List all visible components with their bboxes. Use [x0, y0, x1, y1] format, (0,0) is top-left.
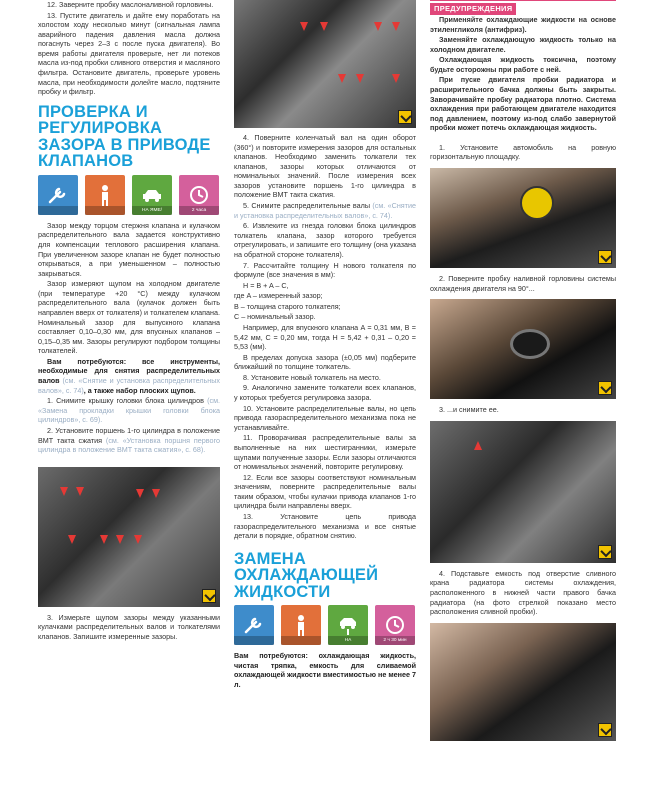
example: Например, для впускного клапана A = 0,31 мм, B = 5,42 мм, C = 0,20 мм, тогда H = 5,42 + 0,31 – 0,20 = 5,53 (мм). [234, 322, 416, 352]
column-1 [38, 0, 220, 642]
step-11: 11. Проворачивая распределительные валы за выполненные на них шестигранники, измерьте щупами полученные зазоры. Если зазоры отличаются от номинальных значений, повторите регулировку. [234, 433, 416, 472]
step-1: 1. Снимите крышку головки блока цилиндров (см. «Замена прокладки крышки головки блока цилиндров», с. 69). [38, 396, 221, 425]
warning-1: Применяйте охлаждающие жидкости на основе этиленгликоля (антифриз). [430, 14, 616, 34]
tolerance: В пределах допуска зазора (±0,05 мм) подберите ближайший по толщине толкатель. [234, 352, 416, 372]
ref-link[interactable]: (см. «Замена прокладки крышки головки блока цилиндров», с. 69). [38, 396, 221, 425]
formula-b: B – толщина старого толкателя; [234, 301, 341, 311]
warning-3: Охлаждающая жидкость токсична, поэтому будьте осторожны при работе с ней. [430, 55, 616, 74]
photo-badge-icon [598, 250, 612, 264]
coolant-tools-needed: Вам потребуются: охлаждающая жидкость, чистая тряпка, емкость для сливаемой охлаждающей жидкости вместимостью не менее 7 л. [234, 651, 416, 689]
pit-icon [132, 175, 172, 222]
step-5: 5. Снимите распределительные валы (см. «Снятие и установка распределительных валов», с. 74). [234, 201, 416, 220]
icon-row [234, 605, 416, 653]
step-9: 9. Аналогично замените толкатели всех клапанов, у которых требуется регулировка зазора. [234, 383, 416, 403]
coolant-step-1: 1. Установите автомобиль на ровную горизонтальную площадку. [430, 142, 616, 162]
time-caption: 2 ч 30 мин [375, 636, 415, 645]
photo-badge-icon [598, 723, 612, 737]
photo-camshafts-top [234, 0, 416, 128]
check-paragraph: Зазор измеряют щупом на холодном двигателе (при температуре +20 °С) между кулачком распределительного вала (кулачок должен быть направлен вверх от толкателя) и толкателем клапана. Номинальный зазор для выпускного клапана составляет 0,10–0,30 мм, для впускных клапанов – 0,15–0,35 мм. Зазоры регулируют подбором толщины толкателей. [38, 279, 220, 356]
timer-icon [375, 605, 415, 645]
photo-badge-icon [598, 381, 612, 395]
photo-badge-icon [202, 589, 216, 603]
step-13: 13. Установите цепь привода газораспределительного механизма и все снятые детали в порядке, обратном снятию. [234, 511, 416, 541]
tools-needed: Вам потребуются: все инструменты, необходимые для снятия распределительных валов (см. «Снятие и установка распределительных валов», с. 74), а также набор плоских щупов. [38, 356, 221, 395]
step-3: 3. Измерьте щупом зазоры между указанными кулачками распределительных валов и толкателями клапанов. Запишите измеренные зазоры. [38, 612, 220, 641]
column-3 [430, 0, 616, 741]
photo-camshafts-measure [38, 467, 220, 607]
step-12: 12. Если все зазоры соответствуют номинальным значениям, поверните распределительные валы таким образом, чтобы кулачки привода клапанов 1-го цилиндра были направлены вверх. [234, 472, 416, 511]
lift-icon [328, 605, 368, 653]
column-2 [234, 0, 416, 691]
person-icon [281, 605, 321, 645]
person-icon [85, 175, 125, 215]
photo-radiator-cap [430, 168, 616, 268]
step-6: 6. Извлеките из гнезда головки блока цилиндров толкатель клапана, зазор которого требуется отрегулировать, и запишите его толщину (она указана на обратной стороне толкателя). [234, 221, 416, 259]
step-8: 8. Установите новый толкатель на место. [243, 372, 381, 382]
coolant-step-4: 4. Подставьте емкость под отверстие сливного крана радиатора системы охлаждения, расположенного в нижней части правого бачка радиатора (на фото стрелкой показано место расположения сливной пробки). [430, 568, 616, 617]
photo-badge-icon [398, 110, 412, 124]
step-7: 7. Рассчитайте толщину H нового толкателя по формуле (все значения в мм): [234, 260, 416, 280]
ref-link[interactable]: (см. «Снятие и установка распределительных валов», с. 74) [38, 376, 221, 395]
warning-4: При пуске двигателя пробки радиатора и расширительного бачка должны быть закрыты. Заворачивайте пробку радиатора плотно. Система охлаждения при работающем двигателе находится под давлением, поэтому из-под слабо завернутой пробки может потечь охлаждающая жидкость. [430, 75, 616, 133]
photo-cap-removed [430, 299, 616, 399]
coolant-step-3: 3. ...и снимите ее. [439, 405, 499, 415]
step-12: 12. Заверните пробку маслоналивной горловины. [47, 0, 214, 9]
formula: H = B + A – C, [243, 280, 289, 290]
step-4: 4. Поверните коленчатый вал на один оборот (360°) и повторите измерения зазоров для остальных клапанов. Необходимо заменить толкатели тех клапанов, зазоры которых отличаются от номинальных значений. После измерения всех зазоров установите поршень 1-го цилиндра в положение ВМТ такта сжатия. [234, 133, 416, 200]
ref-link[interactable]: (см. «Установка поршня первого цилиндра в положение ВМТ такта сжатия», с. 68). [38, 435, 220, 455]
pit-caption: НА ЯМЕ/ЭСТАКАДЕ [132, 206, 172, 215]
section-heading-coolant: ЗАМЕНА ОХЛАЖДАЮЩЕЙ ЖИДКОСТИ [234, 549, 379, 601]
icon-row [38, 175, 220, 222]
coolant-step-2: 2. Поверните пробку наливной горловины системы охлаждения двигателя на 90°... [430, 274, 616, 293]
wrench-icon [38, 175, 78, 215]
time-caption: 2 часа [179, 206, 219, 215]
step-2: 2. Установите поршень 1-го цилиндра в положение ВМТ такта сжатия (см. «Установка поршня первого цилиндра в положение ВМТ такта сжатия», с. 68). [38, 425, 220, 455]
wrench-icon [234, 605, 274, 645]
warning-2: Заменяйте охлаждающую жидкость только на холодном двигателе. [430, 35, 616, 54]
formula-c: C – номинальный зазор. [234, 312, 316, 322]
photo-drain-container [430, 623, 616, 741]
timer-icon [179, 175, 219, 215]
photo-badge-icon [598, 545, 612, 559]
ref-link[interactable]: (см. «Снятие и установка распределительных валов», с. 74). [234, 201, 416, 220]
formula-a: где A – измеренный зазор; [234, 291, 323, 301]
photo-radiator-drain [430, 421, 616, 563]
step-13: 13. Пустите двигатель и дайте ему поработать на холостом ходу несколько минут (сигнальная лампа аварийного падения давления масла должна погаснуть через 2–3 с после пуска двигателя). Во время работы двигателя проверьте, нет ли потеков масла из-под пробки сливного отверстия и масляного фильтра. Остановите двигатель, проверьте уровень масла, при необходимости долейте масло, подтяните пробку и фильтр. [38, 10, 220, 97]
warnings-title: ПРЕДУПРЕЖДЕНИЯ [430, 3, 516, 15]
warnings-box [430, 0, 616, 133]
step-10: 10. Установите распределительные валы, но цепь привода газораспределительного механизма пока не устанавливайте. [234, 403, 416, 432]
lift-caption: НА ПОДЪЕМНИКЕ [328, 636, 368, 645]
intro-paragraph: Зазор между торцом стержня клапана и кулачком распределительного вала задается конструктивно для компенсации теплового расширения клапана. При увеличенном зазоре клапан не будет полностью открываться, а при уменьшенном – полностью закрываться. [38, 220, 220, 278]
section-heading-valve-clearance: ПРОВЕРКА И РЕГУЛИРОВКА ЗАЗОРА В ПРИВОДЕ КЛАПАНОВ [38, 102, 211, 171]
